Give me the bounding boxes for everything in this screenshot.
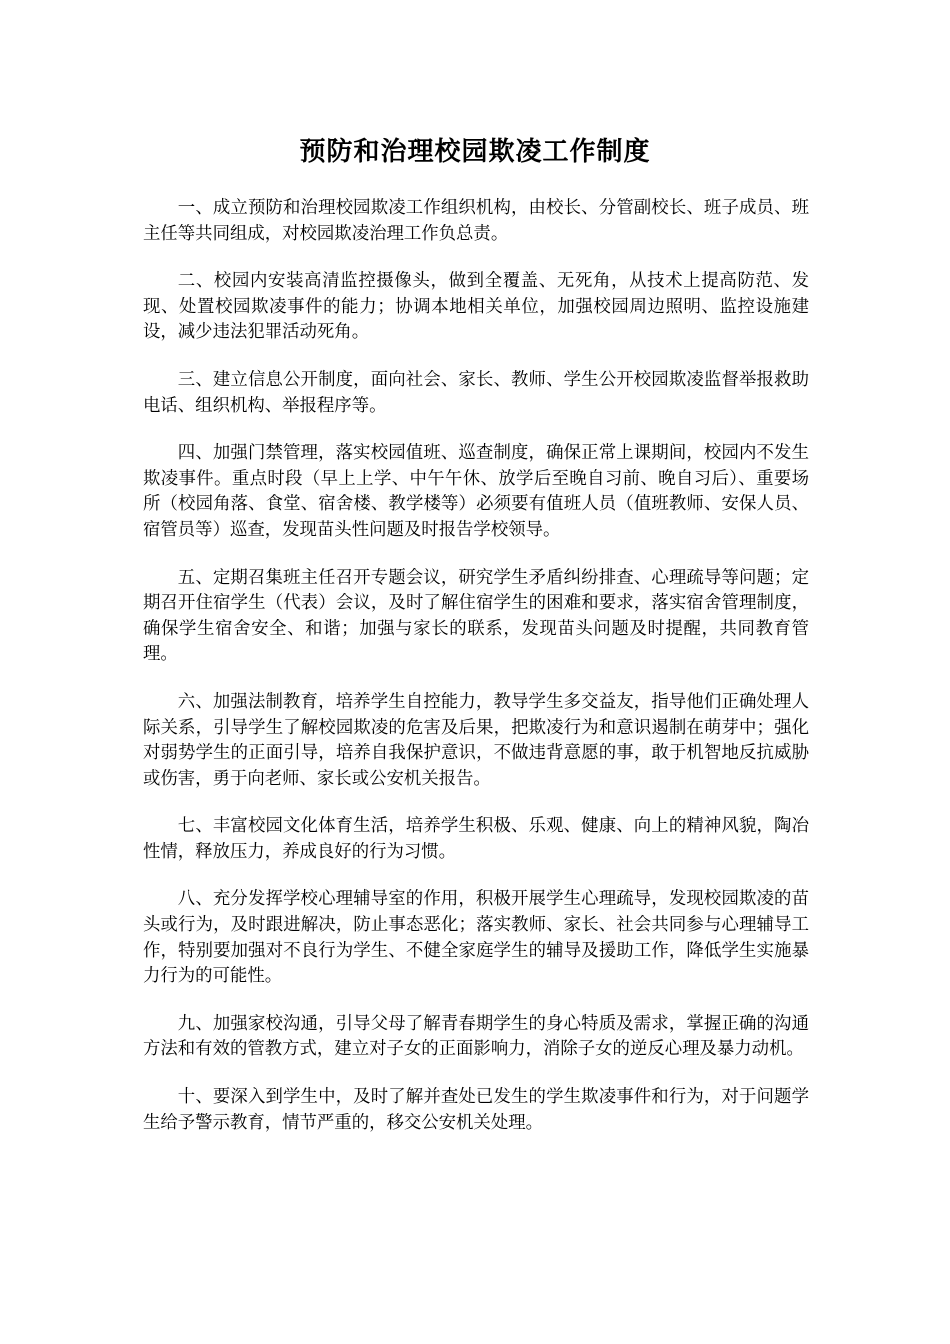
paragraph-5: 五、定期召集班主任召开专题会议，研究学生矛盾纠纷排查、心理疏导等问题；定期召开住宿学生（代表）会议，及时了解住宿学生的困难和要求，落实宿舍管理制度，确保学生宿舍安全、和谐；加强与家长的联系，发现苗头问题及时提醒，共同教育管理。 [143,567,809,665]
document-body [143,196,809,1158]
paragraph-4: 四、加强门禁管理，落实校园值班、巡查制度，确保正常上课期间，校园内不发生欺凌事件。重点时段（早上上学、中午午休、放学后至晚自习前、晚自习后）、重要场所（校园角落、食堂、宿舍楼、教学楼等）必须要有值班人员（值班教师、安保人员、宿管员等）巡查，发现苗头性问题及时报告学校领导。 [143,443,809,540]
paragraph-7: 七、丰富校园文化体育生活，培养学生积极、乐观、健康、向上的精神风貌，陶冶性情，释放压力，养成良好的行为习惯。 [143,816,809,862]
paragraph-9: 九、加强家校沟通，引导父母了解青春期学生的身心特质及需求，掌握正确的沟通方法和有效的管教方式，建立对子女的正面影响力，消除子女的逆反心理及暴力动机。 [143,1013,809,1060]
paragraph-2: 二、校园内安装高清监控摄像头，做到全覆盖、无死角，从技术上提高防范、发现、处置校园欺凌事件的能力；协调本地相关单位，加强校园周边照明、监控设施建设，减少违法犯罪活动死角。 [143,271,809,343]
paragraph-6: 六、加强法制教育，培养学生自控能力，教导学生多交益友，指导他们正确处理人际关系，引导学生了解校园欺凌的危害及后果，把欺凌行为和意识遏制在萌芽中；强化对弱势学生的正面引导，培养自我保护意识，不做违背意愿的事，敢于机智地反抗威胁或伤害，勇于向老师、家长或公安机关报告。 [143,691,809,789]
paragraph-8: 八、充分发挥学校心理辅导室的作用，积极开展学生心理疏导，发现校园欺凌的苗头或行为，及时跟进解决，防止事态恶化；落实教师、家长、社会共同参与心理辅导工作，特别要加强对不良行为学生、不健全家庭学生的辅导及援助工作，降低学生实施暴力行为的可能性。 [143,889,809,987]
paragraph-1: 一、成立预防和治理校园欺凌工作组织机构，由校长、分管副校长、班子成员、班主任等共同组成，对校园欺凌治理工作负总责。 [143,198,809,244]
document-title: 预防和治理校园欺凌工作制度 [299,137,651,167]
paragraph-10: 十、要深入到学生中，及时了解并查处已发生的学生欺凌事件和行为，对于问题学生给予警示教育，情节严重的，移交公安机关处理。 [143,1087,809,1133]
paragraph-3: 三、建立信息公开制度，面向社会、家长、教师、学生公开校园欺凌监督举报救助电话、组织机构、举报程序等。 [143,369,809,416]
